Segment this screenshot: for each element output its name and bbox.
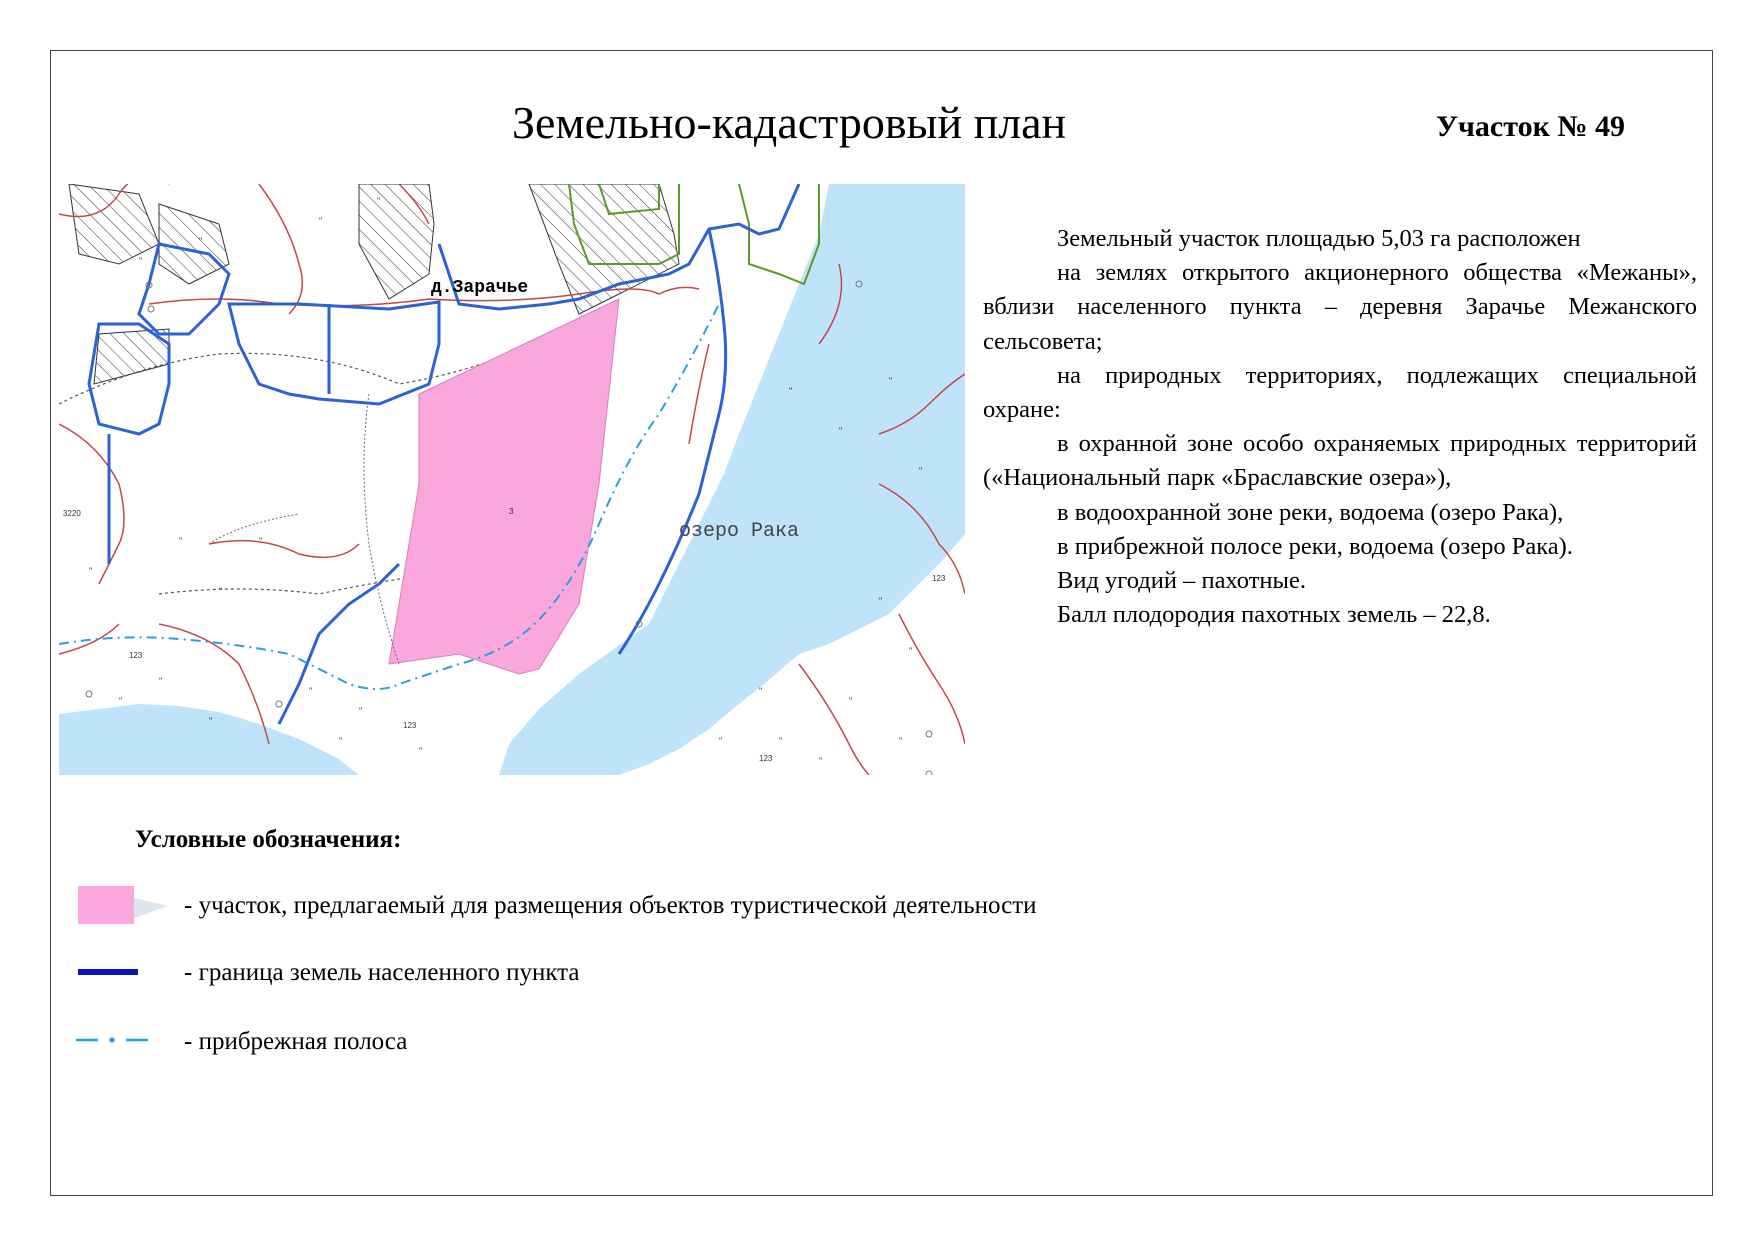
desc-line-fertility: Балл плодородия пахотных земель – 22,8.	[1057, 601, 1491, 629]
svg-text:": "	[719, 736, 723, 746]
svg-text:": "	[119, 696, 123, 706]
svg-text:": "	[849, 696, 853, 706]
svg-text:": "	[839, 426, 843, 436]
svg-text:": "	[359, 706, 363, 716]
label-123-d: 123	[932, 574, 946, 583]
svg-text:": "	[179, 536, 183, 546]
svg-text:": "	[419, 746, 423, 756]
svg-text:": "	[819, 756, 823, 766]
legend-item-plot	[76, 886, 1276, 926]
desc-line-park-zone: в охранной зоне особо охраняемых природных территорий («Национальный парк «Браславские озера»),	[983, 430, 1697, 492]
svg-text:": "	[309, 686, 313, 696]
desc-line-area: Земельный участок площадью 5,03 га расположен	[1057, 225, 1581, 252]
label-3220: 3220	[63, 509, 81, 518]
svg-text:": "	[89, 566, 93, 576]
plot-number-label: Участок № 49	[1436, 110, 1626, 143]
dash-dot-line-swatch-icon	[76, 1030, 156, 1050]
legend-text-plot: - участок, предлагаемый для размещения объектов туристической деятельности	[184, 892, 1037, 919]
blue-line-swatch-icon	[78, 969, 138, 975]
svg-text:": "	[139, 256, 143, 266]
svg-text:": "	[199, 236, 203, 246]
svg-text:": "	[339, 736, 343, 746]
svg-text:": "	[377, 196, 381, 206]
svg-text:": "	[759, 686, 763, 696]
legend-item-settlement	[76, 953, 1276, 993]
svg-text:": "	[159, 676, 163, 686]
cadastral-map	[59, 184, 965, 775]
desc-line-water-zone: в водоохранной зоне реки, водоема (озеро Рака),	[1057, 498, 1564, 526]
legend-item-coastal	[76, 1022, 1276, 1062]
desc-line-coastal-strip: в прибрежной полосе реки, водоема (озеро Рака).	[1057, 532, 1573, 560]
desc-line-protected: на природных территориях, подлежащих специальной охране:	[983, 361, 1697, 424]
svg-text:": "	[879, 596, 883, 606]
svg-text:": "	[779, 736, 783, 746]
legend-text-settlement: - граница земель населенного пункта	[184, 959, 580, 986]
svg-text:": "	[219, 586, 223, 596]
svg-text:": "	[889, 376, 893, 386]
legend-title: Условные обозначения:	[135, 826, 402, 853]
svg-text:": "	[919, 466, 923, 476]
label-123-b: 123	[403, 721, 417, 730]
swatch-shadow-icon	[134, 898, 168, 918]
lake-label: озеро Рака	[679, 520, 800, 543]
svg-text:": "	[789, 386, 793, 396]
label-123-a: 123	[129, 651, 143, 660]
village-label: д.Зарачье	[431, 278, 529, 298]
plot-description	[983, 222, 1697, 632]
desc-line-lands: на землях открытого акционерного общества «Межаны», вблизи населенного пункта – деревня Зарачье Межанского сельсовета;	[983, 259, 1697, 355]
page-title: Земельно-кадастровый план	[512, 97, 1067, 148]
svg-text:": "	[259, 536, 263, 546]
plot-number: 3	[509, 507, 514, 516]
label-123-c: 123	[759, 754, 773, 763]
legend-text-coastal: - прибрежная полоса	[184, 1028, 408, 1055]
map-svg	[59, 184, 965, 775]
svg-text:": "	[209, 716, 213, 726]
pink-area-swatch-icon	[78, 886, 134, 924]
svg-text:": "	[909, 646, 913, 656]
svg-text:": "	[319, 216, 323, 226]
svg-text:": "	[899, 736, 903, 746]
desc-line-land-type: Вид угодий – пахотные.	[1057, 567, 1306, 595]
